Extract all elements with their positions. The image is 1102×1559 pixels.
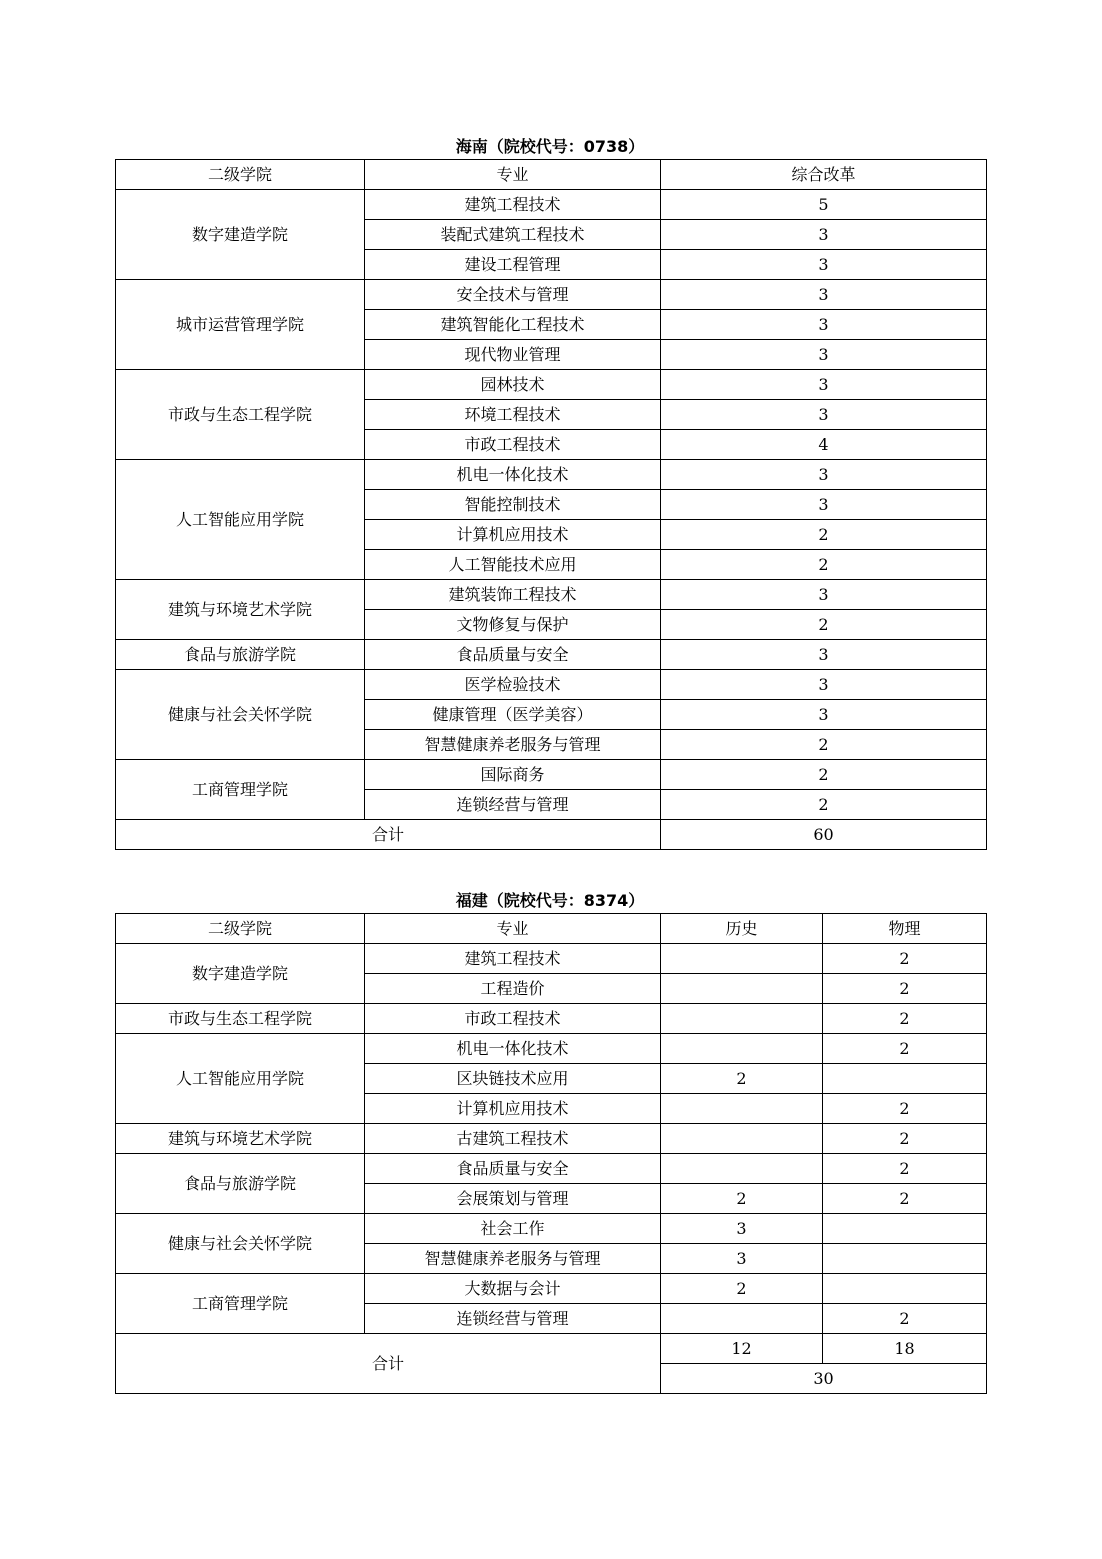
physics-cell: 2 [823, 1094, 987, 1124]
major-cell: 机电一体化技术 [365, 460, 661, 490]
value-cell: 2 [661, 610, 987, 640]
table-row [116, 280, 987, 310]
value-cell: 3 [661, 220, 987, 250]
college-cell: 城市运营管理学院 [116, 280, 365, 370]
college-cell: 健康与社会关怀学院 [116, 1214, 365, 1274]
history-cell: 2 [661, 1064, 823, 1094]
college-cell: 人工智能应用学院 [116, 1034, 365, 1124]
physics-cell: 2 [823, 1184, 987, 1214]
major-cell: 智能控制技术 [365, 490, 661, 520]
history-cell: 2 [661, 1184, 823, 1214]
major-cell: 连锁经营与管理 [365, 1304, 661, 1334]
major-cell: 现代物业管理 [365, 340, 661, 370]
major-cell: 会展策划与管理 [365, 1184, 661, 1214]
college-cell: 工商管理学院 [116, 760, 365, 820]
history-cell [661, 1124, 823, 1154]
table-row [116, 760, 987, 790]
table-row [116, 580, 987, 610]
value-cell: 3 [661, 370, 987, 400]
table-row [116, 1154, 987, 1184]
value-cell: 3 [661, 640, 987, 670]
physics-cell [823, 1214, 987, 1244]
value-cell: 3 [661, 670, 987, 700]
major-cell: 计算机应用技术 [365, 520, 661, 550]
table-row [116, 1004, 987, 1034]
table-row [116, 640, 987, 670]
value-cell: 5 [661, 190, 987, 220]
major-cell: 工程造价 [365, 974, 661, 1004]
major-cell: 智慧健康养老服务与管理 [365, 730, 661, 760]
major-cell: 健康管理（医学美容） [365, 700, 661, 730]
value-cell: 3 [661, 400, 987, 430]
value-cell: 3 [661, 310, 987, 340]
major-cell: 机电一体化技术 [365, 1034, 661, 1064]
major-cell: 区块链技术应用 [365, 1064, 661, 1094]
major-cell: 建筑装饰工程技术 [365, 580, 661, 610]
college-cell: 食品与旅游学院 [116, 1154, 365, 1214]
total-label: 合计 [116, 1334, 661, 1394]
physics-cell: 2 [823, 1304, 987, 1334]
major-cell: 安全技术与管理 [365, 280, 661, 310]
total-row [116, 1334, 987, 1364]
major-cell: 医学检验技术 [365, 670, 661, 700]
value-cell: 2 [661, 760, 987, 790]
history-cell [661, 1034, 823, 1064]
header-college: 二级学院 [116, 160, 365, 190]
table-header-row [116, 914, 987, 944]
fujian-enrollment-table [115, 913, 987, 1394]
history-cell [661, 1304, 823, 1334]
college-cell: 建筑与环境艺术学院 [116, 580, 365, 640]
value-cell: 3 [661, 340, 987, 370]
value-cell: 2 [661, 730, 987, 760]
major-cell: 环境工程技术 [365, 400, 661, 430]
table-row [116, 670, 987, 700]
value-cell: 4 [661, 430, 987, 460]
header-major: 专业 [365, 160, 661, 190]
history-cell [661, 1004, 823, 1034]
total-value: 60 [661, 820, 987, 850]
major-cell: 建筑工程技术 [365, 944, 661, 974]
table-row [116, 460, 987, 490]
major-cell: 园林技术 [365, 370, 661, 400]
header-comprehensive-reform: 综合改革 [661, 160, 987, 190]
value-cell: 2 [661, 520, 987, 550]
table-row [116, 370, 987, 400]
major-cell: 建筑工程技术 [365, 190, 661, 220]
college-cell: 市政与生态工程学院 [116, 370, 365, 460]
history-cell: 2 [661, 1274, 823, 1304]
header-physics: 物理 [823, 914, 987, 944]
fujian-table-title: 福建（院校代号：8374） [455, 891, 645, 910]
physics-cell: 2 [823, 1154, 987, 1184]
major-cell: 计算机应用技术 [365, 1094, 661, 1124]
college-cell: 数字建造学院 [116, 190, 365, 280]
major-cell: 市政工程技术 [365, 430, 661, 460]
college-cell: 健康与社会关怀学院 [116, 670, 365, 760]
header-college: 二级学院 [116, 914, 365, 944]
table-row [116, 190, 987, 220]
physics-cell: 2 [823, 1034, 987, 1064]
major-cell: 人工智能技术应用 [365, 550, 661, 580]
college-cell: 市政与生态工程学院 [116, 1004, 365, 1034]
table-header-row [116, 160, 987, 190]
major-cell: 市政工程技术 [365, 1004, 661, 1034]
value-cell: 3 [661, 700, 987, 730]
major-cell: 社会工作 [365, 1214, 661, 1244]
physics-cell: 2 [823, 974, 987, 1004]
major-cell: 国际商务 [365, 760, 661, 790]
major-cell: 装配式建筑工程技术 [365, 220, 661, 250]
total-label: 合计 [116, 820, 661, 850]
total-history: 12 [661, 1334, 823, 1364]
total-physics: 18 [823, 1334, 987, 1364]
major-cell: 食品质量与安全 [365, 1154, 661, 1184]
history-cell [661, 944, 823, 974]
major-cell: 智慧健康养老服务与管理 [365, 1244, 661, 1274]
hainan-enrollment-table [115, 159, 987, 850]
history-cell [661, 1154, 823, 1184]
college-cell: 工商管理学院 [116, 1274, 365, 1334]
value-cell: 3 [661, 490, 987, 520]
history-cell: 3 [661, 1244, 823, 1274]
physics-cell [823, 1244, 987, 1274]
major-cell: 文物修复与保护 [365, 610, 661, 640]
physics-cell [823, 1274, 987, 1304]
table-row [116, 944, 987, 974]
major-cell: 大数据与会计 [365, 1274, 661, 1304]
table-row [116, 1124, 987, 1154]
major-cell: 连锁经营与管理 [365, 790, 661, 820]
college-cell: 数字建造学院 [116, 944, 365, 1004]
value-cell: 3 [661, 580, 987, 610]
college-cell: 建筑与环境艺术学院 [116, 1124, 365, 1154]
physics-cell [823, 1064, 987, 1094]
value-cell: 2 [661, 550, 987, 580]
college-cell: 食品与旅游学院 [116, 640, 365, 670]
college-cell: 人工智能应用学院 [116, 460, 365, 580]
physics-cell: 2 [823, 944, 987, 974]
history-cell [661, 974, 823, 1004]
major-cell: 建设工程管理 [365, 250, 661, 280]
major-cell: 建筑智能化工程技术 [365, 310, 661, 340]
header-major: 专业 [365, 914, 661, 944]
major-cell: 古建筑工程技术 [365, 1124, 661, 1154]
value-cell: 3 [661, 460, 987, 490]
physics-cell: 2 [823, 1124, 987, 1154]
history-cell: 3 [661, 1214, 823, 1244]
table-row [116, 1214, 987, 1244]
table-row [116, 1034, 987, 1064]
history-cell [661, 1094, 823, 1124]
value-cell: 3 [661, 280, 987, 310]
value-cell: 2 [661, 790, 987, 820]
hainan-table-title: 海南（院校代号：0738） [455, 137, 645, 156]
major-cell: 食品质量与安全 [365, 640, 661, 670]
value-cell: 3 [661, 250, 987, 280]
header-history: 历史 [661, 914, 823, 944]
total-sum: 30 [661, 1364, 987, 1394]
table-row [116, 1274, 987, 1304]
physics-cell: 2 [823, 1004, 987, 1034]
total-row [116, 820, 987, 850]
